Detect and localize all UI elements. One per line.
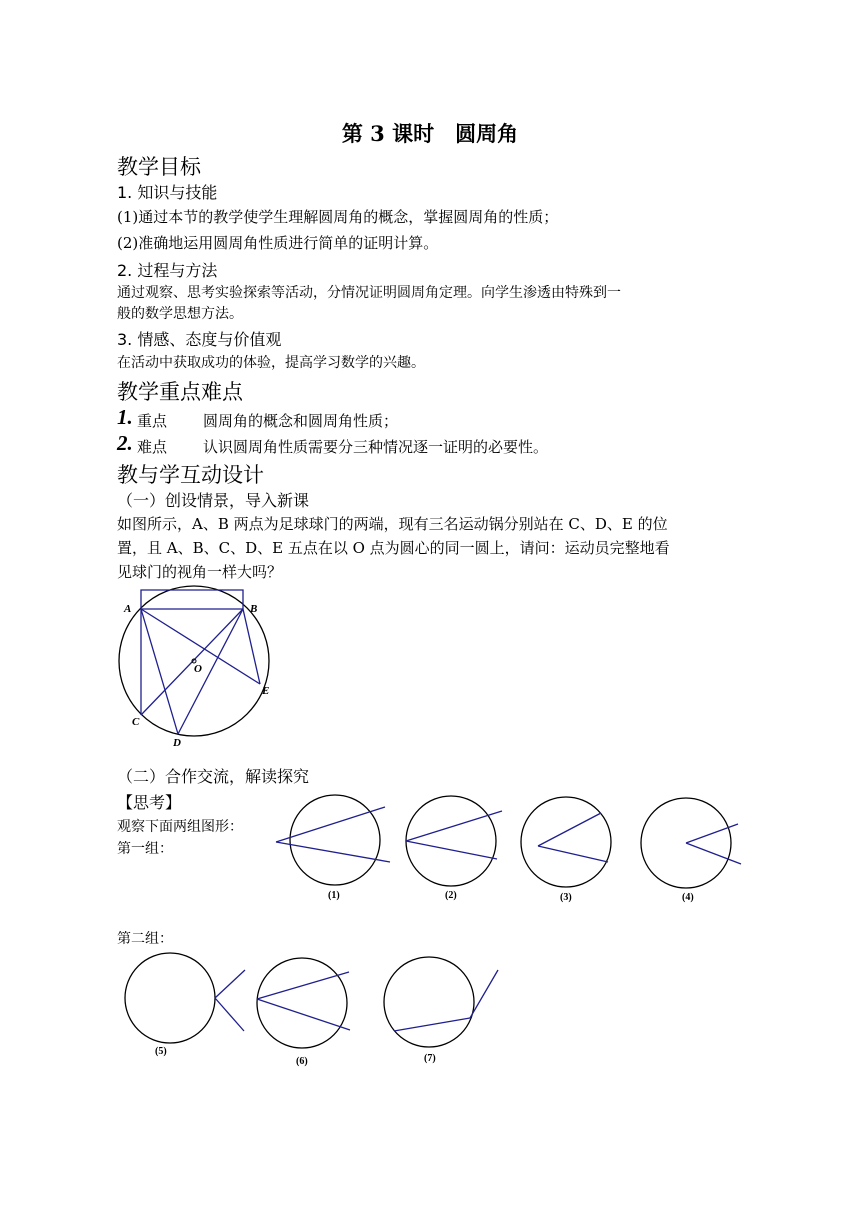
caption-2: (2) [445,890,457,901]
key-point-2-label: 难点 [137,438,168,456]
group-2-label: 第二组： [117,931,173,947]
caption-4: (4) [682,892,694,903]
goals-section-3-line-1: 在活动中获取成功的体验，提高学习数学的兴趣。 [117,355,425,371]
goals-section-1-line-1: (1)通过本节的教学使学生理解圆周角的概念，掌握圆周角的性质； [117,208,559,226]
key-point-1-number: 1. [117,405,133,429]
caption-5: (5) [155,1046,167,1057]
part-1-title: （一）创设情景，导入新课 [117,491,310,510]
goals-section-1-line-2: (2)准确地运用圆周角性质进行简单的证明计算。 [117,234,439,252]
figure-7 [384,957,498,1047]
group-1-label: 第一组： [117,841,173,857]
part-1-line-2: 置，且 A、B、C、D、E 五点在以 O 点为圆心的同一圆上，请问：运动员完整地看 [117,539,670,557]
goals-section-2-title: 2. 过程与方法 [117,261,218,280]
goals-section-2-line-2: 般的数学思想方法。 [117,306,243,322]
key-point-1-label: 重点 [137,412,168,430]
part-2-title: （二）合作交流，解读探究 [117,767,310,786]
point-label-b: B [250,603,258,615]
point-label-c: C [132,716,140,728]
figure-6 [257,958,350,1048]
observe-text: 观察下面两组图形： [117,819,243,835]
figure-5 [125,953,245,1043]
design-heading: 教与学互动设计 [117,463,264,487]
point-label-o: O [194,663,202,675]
goals-section-2-line-1: 通过观察、思考实验探索等活动，分情况证明圆周角定理。向学生渗透由特殊到一 [117,285,621,301]
caption-7: (7) [424,1053,436,1064]
goals-heading: 教学目标 [117,155,201,179]
caption-3: (3) [560,892,572,903]
think-label: 【思考】 [117,793,182,812]
point-label-d: D [173,737,181,749]
goals-section-1-title: 1. 知识与技能 [117,183,218,202]
key-point-1-text: 圆周角的概念和圆周角性质； [203,412,399,430]
page-title: 第 3 课时 圆周角 [341,121,519,146]
point-label-a: A [124,603,132,615]
key-point-2-text: 认识圆周角性质需要分三种情况逐一证明的必要性。 [203,438,549,456]
part-1-line-1: 如图所示，A、B 两点为足球球门的两端，现有三名运动锅分别站在 C、D、E 的位 [117,515,668,533]
key-point-2-number: 2. [117,431,133,455]
goals-section-3-title: 3. 情感、态度与价值观 [117,330,282,349]
key-points-heading: 教学重点难点 [117,380,243,404]
part-1-line-3: 见球门的视角一样大吗？ [117,563,283,581]
caption-1: (1) [328,890,340,901]
point-label-e: E [262,685,270,697]
caption-6: (6) [296,1056,308,1067]
